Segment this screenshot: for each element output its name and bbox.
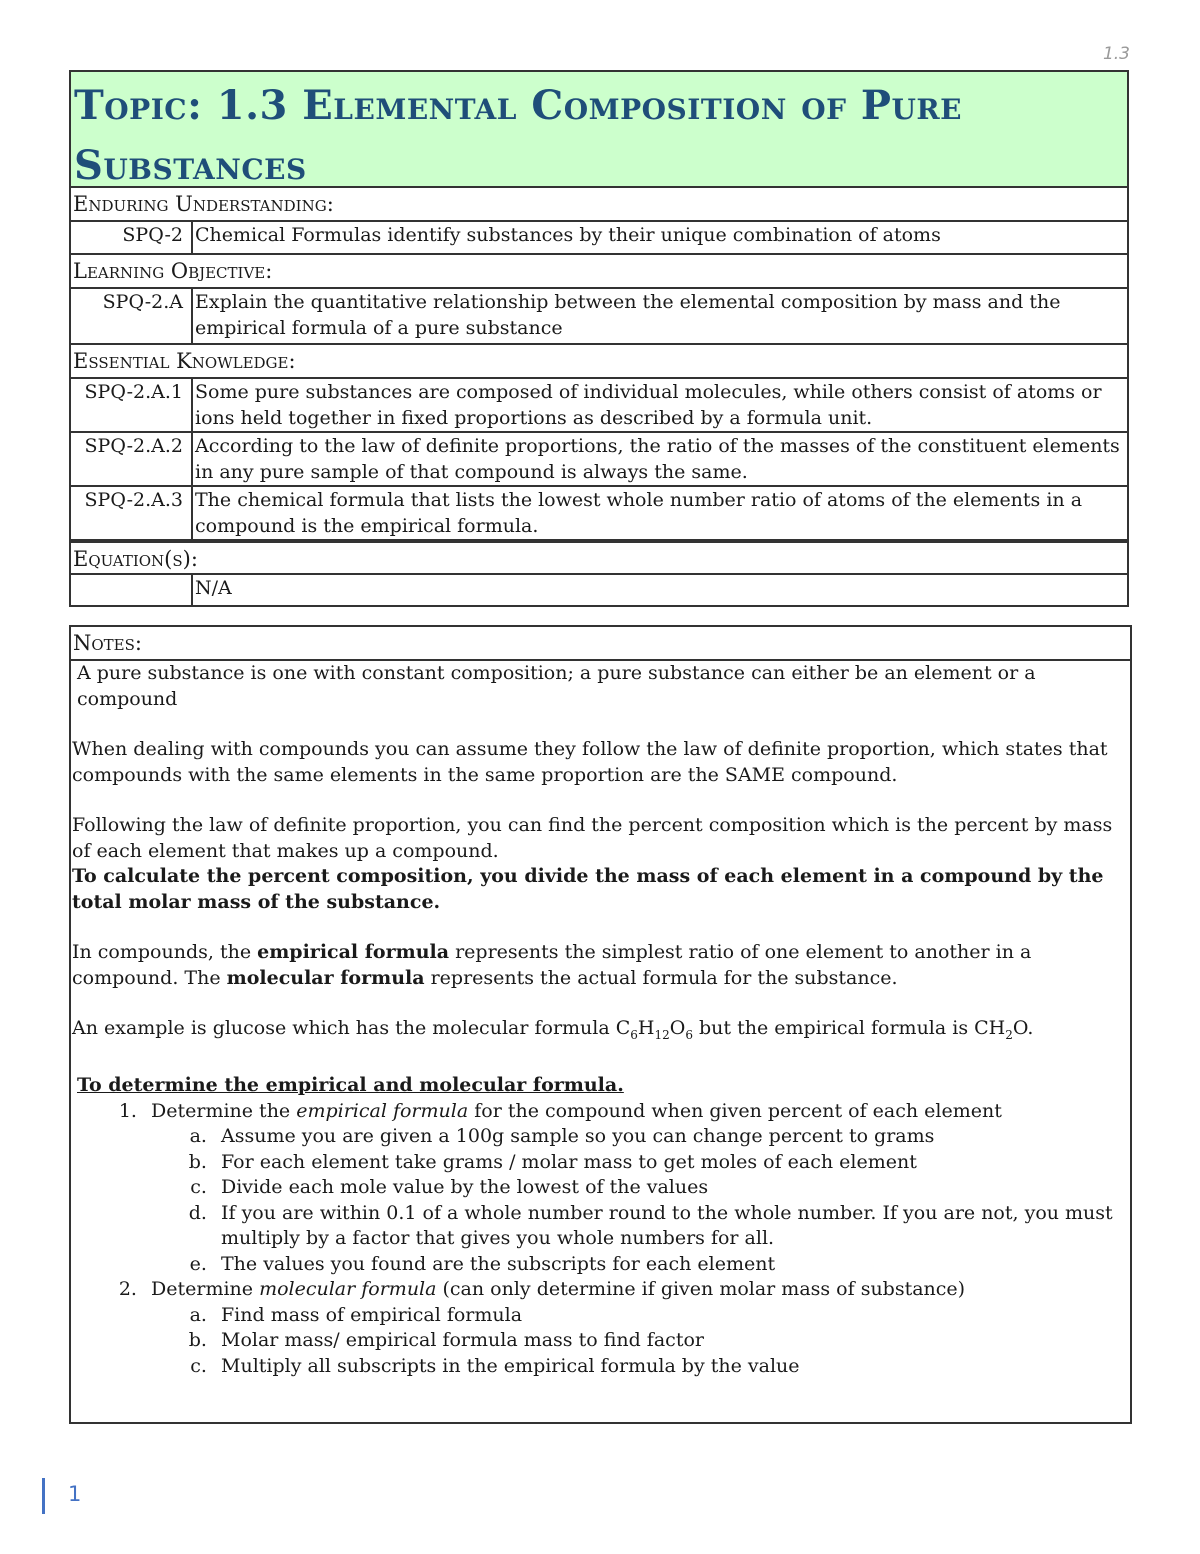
page-code: 1.3 (1102, 44, 1130, 64)
notes-heading: Notes: (71, 627, 1130, 661)
row-code: SPQ-2.A (71, 289, 193, 343)
enduring-heading: Enduring Understanding: (71, 188, 1127, 222)
list-item: b. For each element take grams / molar mass to get moles of each element (213, 1150, 1130, 1176)
notes-paragraph: A pure substance is one with constant composition; a pure substance can either be an element or a compound (77, 662, 1036, 710)
enduring-row (71, 222, 1127, 255)
topic-title (71, 72, 1127, 188)
molecular-formula-term: molecular formula (226, 966, 425, 989)
empirical-formula-term: empirical formula (257, 941, 450, 963)
notes-bold-paragraph: To calculate the percent composition, you divide the mass of each element in a compound by the total molar mass of the substance. (72, 865, 1104, 913)
list-item: c. Divide each mole value by the lowest of the values (213, 1175, 1130, 1201)
steps-heading: To determine the empirical and molecular formula. (77, 1074, 624, 1097)
page-number: 1 (68, 1482, 82, 1506)
notes-box (69, 625, 1132, 1424)
footer-bar (42, 1478, 45, 1514)
notes-paragraph: Following the law of definite proportion, you can find the percent composition which is the percent by mass of each element that makes up a compound. (72, 814, 1113, 862)
list-item: 2. Determine molecular formula (can only determine if given molar mass of substance) a. Find mass of empirical formula b. Molar mass/ empirical formula mass to find factor c. Multiply all subscripts in the empirical formula by the value (143, 1277, 1130, 1379)
objective-row (71, 289, 1127, 345)
knowledge-heading: Essential Knowledge: (71, 345, 1127, 379)
notes-paragraph: When dealing with compounds you can assume they follow the law of definite proportion, which states that compounds with the same elements in the same proportion are the SAME compound. (72, 738, 1108, 786)
row-text: According to the law of definite proportions, the ratio of the masses of the constituent elements in any pure sample of that compound is always the same. (195, 435, 1120, 483)
knowledge-row (71, 379, 1127, 433)
row-text: Chemical Formulas identify substances by their unique combination of atoms (195, 224, 941, 246)
knowledge-row (71, 433, 1127, 487)
equations-row (71, 575, 1127, 605)
list-item: d. If you are within 0.1 of a whole number round to the whole number. If you are not, you must multiply by a factor that gives you whole numbers for all. (213, 1201, 1130, 1252)
equation-value: N/A (195, 577, 232, 599)
steps-list (71, 1099, 1130, 1380)
knowledge-row (71, 487, 1127, 541)
list-item: 1. Determine the empirical formula for the compound when given percent of each element a. Assume you are given a 100g sample so you can change percent to grams b. For each element take grams / molar mass to get moles of each element c. Divide each mole value by the lowest of the values d. If you are within 0.1 of a whole number round to the whole number. If you are not, you must multiply by a factor that gives you whole numbers for all. e. The values you found are the subscripts for each element (143, 1099, 1130, 1278)
list-item: b. Molar mass/ empirical formula mass to find factor (213, 1328, 1130, 1354)
glucose-example: An example is glucose which has the molecular formula $C_6H_{12}O_6$ but the empirical formula is $CH_2O$. (72, 1017, 1034, 1042)
list-item: a. Assume you are given a 100g sample so you can change percent to grams (213, 1124, 1130, 1150)
sub-list (151, 1124, 1130, 1277)
row-code: SPQ-2.A.2 (71, 433, 193, 485)
notes-paragraph: In compounds, the empirical formula represents the simplest ratio of one element to another in a compound. The molecular formula represents the actual formula for the substance. (72, 941, 1032, 989)
row-text: Some pure substances are composed of individual molecules, while others consist of atoms or ions held together in fixed proportions as described by a formula unit. (195, 381, 1102, 429)
row-code: SPQ-2.A.1 (71, 379, 193, 431)
row-code: SPQ-2.A.3 (71, 487, 193, 539)
objective-heading: Learning Objective: (71, 255, 1127, 289)
list-item: a. Find mass of empirical formula (213, 1303, 1130, 1329)
row-text: Explain the quantitative relationship between the elemental composition by mass and the empirical formula of a pure substance (195, 291, 1061, 339)
sub-list (151, 1303, 1130, 1380)
topic-table (69, 70, 1129, 607)
list-item: c. Multiply all subscripts in the empirical formula by the value (213, 1354, 1130, 1380)
row-code: SPQ-2 (71, 222, 193, 253)
equations-heading: Equation(s): (71, 541, 1127, 575)
topic-title-line2: Substances (74, 142, 307, 189)
row-code (71, 575, 193, 605)
list-item: e. The values you found are the subscripts for each element (213, 1252, 1130, 1278)
row-text: The chemical formula that lists the lowest whole number ratio of atoms of the elements in a compound is the empirical formula. (195, 489, 1083, 537)
topic-title-line1: Topic: 1.3 Elemental Composition of Pure (74, 82, 963, 129)
